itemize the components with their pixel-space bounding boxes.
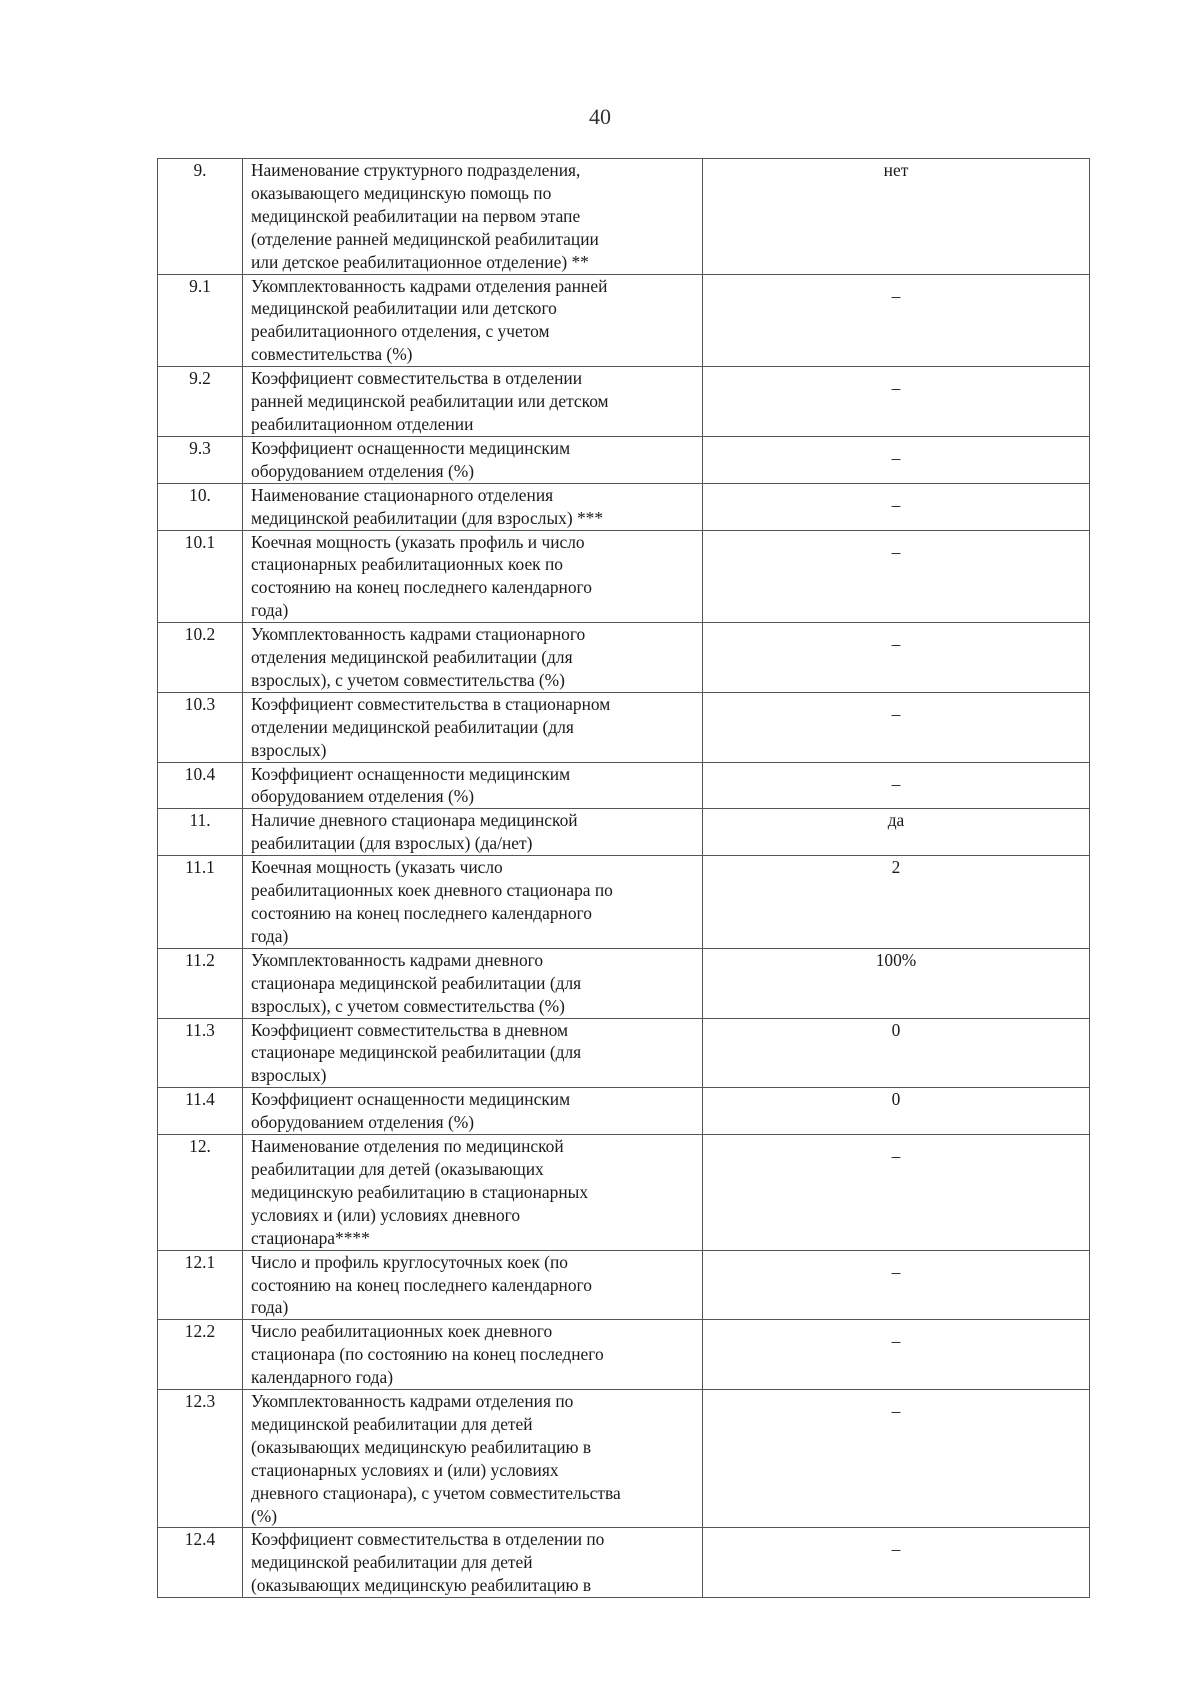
row-value-cell — [703, 1320, 1090, 1390]
row-value-cell — [703, 1088, 1090, 1135]
page-number: 40 — [589, 104, 611, 129]
row-value: – — [891, 447, 901, 468]
table-row — [158, 809, 1090, 856]
row-description-cell — [243, 530, 703, 623]
row-number: 9.2 — [158, 367, 243, 437]
row-number: 12.1 — [158, 1250, 243, 1320]
row-description: Коэффициент оснащенности медицинским оборудованием отделения (%) — [251, 1089, 571, 1133]
table-row — [158, 1528, 1090, 1598]
row-description-cell — [243, 1390, 703, 1528]
row-number: 9.1 — [158, 274, 243, 367]
row-description: Коэффициент совместительства в стационарном отделении медицинской реабилитации (для взрослых) — [251, 693, 611, 760]
row-description: Коечная мощность (указать профиль и число стационарных реабилитационных коек по состоянию на конец последнего календарного года) — [251, 531, 592, 621]
row-number: 12. — [158, 1135, 243, 1251]
table-row — [158, 436, 1090, 483]
row-value: – — [891, 1331, 901, 1352]
row-description: Наименование стационарного отделения медицинской реабилитации (для взрослых) *** — [251, 484, 604, 528]
row-description-cell — [243, 762, 703, 809]
row-description-cell — [243, 159, 703, 275]
row-description-cell — [243, 274, 703, 367]
row-value-cell — [703, 623, 1090, 693]
row-description: Укомплектованность кадрами отделения по медицинской реабилитации для детей (оказывающих медицинскую реабилитацию в стационарных условиях и (или) условиях дневного стационара), с учетом совместительства (%) — [251, 1391, 621, 1526]
row-value: – — [891, 285, 901, 306]
row-number: 9. — [158, 159, 243, 275]
table-row — [158, 1390, 1090, 1528]
row-value: – — [891, 494, 901, 515]
row-value: 2 — [891, 857, 901, 878]
row-value: – — [891, 1261, 901, 1282]
row-value-cell — [703, 809, 1090, 856]
row-number: 11.1 — [158, 856, 243, 949]
row-number: 10. — [158, 483, 243, 530]
table-row — [158, 762, 1090, 809]
row-value-cell — [703, 762, 1090, 809]
row-value-cell — [703, 1390, 1090, 1528]
row-description-cell — [243, 623, 703, 693]
table-body — [158, 159, 1090, 1598]
row-value: – — [891, 773, 901, 794]
table-row — [158, 530, 1090, 623]
table-row — [158, 1018, 1090, 1088]
row-description: Коэффициент совместительства в дневном стационаре медицинской реабилитации (для взрослых) — [251, 1019, 582, 1086]
row-description-cell — [243, 367, 703, 437]
row-description-cell — [243, 1320, 703, 1390]
row-description-cell — [243, 1250, 703, 1320]
row-number: 11.3 — [158, 1018, 243, 1088]
row-value-cell — [703, 159, 1090, 275]
table-row — [158, 1135, 1090, 1251]
row-description: Коэффициент оснащенности медицинским оборудованием отделения (%) — [251, 763, 571, 807]
row-value: – — [891, 703, 901, 724]
row-description: Укомплектованность кадрами отделения ранней медицинской реабилитации или детского реабилитационного отделения, с учетом совместительства (%) — [251, 275, 608, 365]
row-value-cell — [703, 1528, 1090, 1598]
row-description: Коэффициент оснащенности медицинским оборудованием отделения (%) — [251, 437, 571, 481]
row-value-cell — [703, 367, 1090, 437]
row-value: 0 — [891, 1089, 901, 1110]
table-row — [158, 159, 1090, 275]
row-value: – — [891, 1146, 901, 1167]
row-description-cell — [243, 1018, 703, 1088]
row-value-cell — [703, 1018, 1090, 1088]
row-value-cell — [703, 274, 1090, 367]
row-value: – — [891, 1401, 901, 1422]
row-number: 10.2 — [158, 623, 243, 693]
row-description-cell — [243, 692, 703, 762]
row-value-cell — [703, 692, 1090, 762]
row-description-cell — [243, 1528, 703, 1598]
row-description: Наименование отделения по медицинской реабилитации для детей (оказывающих медицинскую реабилитацию в стационарных условиях и (или) условиях дневного стационара**** — [251, 1136, 589, 1248]
row-value: 0 — [891, 1019, 901, 1040]
row-number: 9.3 — [158, 436, 243, 483]
row-description-cell — [243, 809, 703, 856]
row-number: 10.4 — [158, 762, 243, 809]
table-row — [158, 367, 1090, 437]
table-row — [158, 692, 1090, 762]
row-value-cell — [703, 530, 1090, 623]
row-description: Укомплектованность кадрами дневного стационара медицинской реабилитации (для взрослых), с учетом совместительства (%) — [251, 949, 582, 1016]
table-row — [158, 623, 1090, 693]
row-number: 12.2 — [158, 1320, 243, 1390]
row-description-cell — [243, 948, 703, 1018]
row-value-cell — [703, 856, 1090, 949]
table-row — [158, 856, 1090, 949]
row-value-cell — [703, 1250, 1090, 1320]
row-value: – — [891, 378, 901, 399]
row-value: – — [891, 541, 901, 562]
row-description: Наличие дневного стационара медицинской реабилитации (для взрослых) (да/нет) — [251, 810, 578, 854]
row-description: Коэффициент совместительства в отделении по медицинской реабилитации для детей (оказывающих медицинскую реабилитацию в — [251, 1529, 605, 1596]
table-row — [158, 1250, 1090, 1320]
row-value: да — [887, 810, 905, 831]
row-description: Коечная мощность (указать число реабилитационных коек дневного стационара по состоянию на конец последнего календарного года) — [251, 857, 613, 946]
row-description-cell — [243, 856, 703, 949]
row-value-cell — [703, 436, 1090, 483]
table-row — [158, 1320, 1090, 1390]
row-number: 10.1 — [158, 530, 243, 623]
row-description: Число реабилитационных коек дневного стационара (по состоянию на конец последнего календарного года) — [251, 1321, 604, 1388]
table-row — [158, 274, 1090, 367]
row-value: – — [891, 634, 901, 655]
table-row — [158, 483, 1090, 530]
row-description: Укомплектованность кадрами стационарного отделения медицинской реабилитации (для взрослых), с учетом совместительства (%) — [251, 624, 586, 690]
row-description: Наименование структурного подразделения, оказывающего медицинскую помощь по медицинской реабилитации на первом этапе (отделение ранней медицинской реабилитации или детское реабилитационное отделение) ** — [251, 160, 599, 272]
data-table — [157, 158, 1090, 1598]
row-description-cell — [243, 1088, 703, 1135]
row-number: 12.4 — [158, 1528, 243, 1598]
row-number: 11.4 — [158, 1088, 243, 1135]
row-number: 10.3 — [158, 692, 243, 762]
row-value: нет — [883, 160, 909, 180]
row-number: 12.3 — [158, 1390, 243, 1528]
table-row — [158, 1088, 1090, 1135]
row-value-cell — [703, 483, 1090, 530]
row-description-cell — [243, 1135, 703, 1251]
row-value-cell — [703, 948, 1090, 1018]
row-value-cell — [703, 1135, 1090, 1251]
row-number: 11.2 — [158, 948, 243, 1018]
row-description-cell — [243, 436, 703, 483]
row-description: Число и профиль круглосуточных коек (по состоянию на конец последнего календарного года) — [251, 1251, 592, 1318]
table-row — [158, 948, 1090, 1018]
row-value: – — [891, 1539, 901, 1560]
row-value: 100% — [875, 949, 917, 970]
row-number: 11. — [158, 809, 243, 856]
row-description-cell — [243, 483, 703, 530]
row-description: Коэффициент совместительства в отделении ранней медицинской реабилитации или детском реабилитационном отделении — [251, 368, 609, 434]
